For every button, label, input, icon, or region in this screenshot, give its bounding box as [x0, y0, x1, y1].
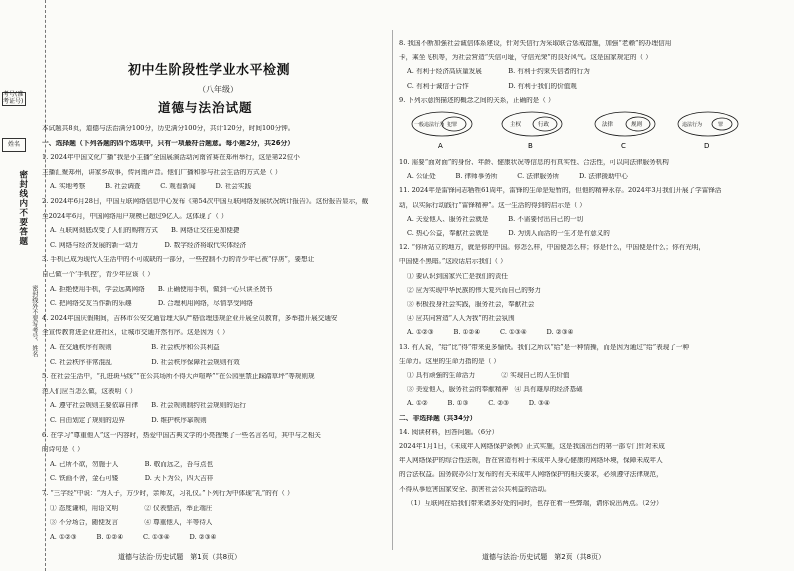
left-column-line: 主播汇聚郑州，讲家乡故事，传河南声音。他们广播和参与社会生活的方式是（ ） [42, 168, 282, 176]
right-column-line: ④ 应共同营造“人人为我”的社会氛围 [407, 315, 515, 323]
right-column-line: 9. 下列示意图描述的概念之间的关系，正确的是（ ） [399, 96, 555, 104]
svg-text:A: A [438, 142, 443, 150]
svg-text:一般违法行为: 一般违法行为 [414, 122, 445, 128]
left-column-line: A. 拒绝使用手机，学会远离网络 B. 正确使用手机，做到一心只读圣贤书 [50, 285, 273, 293]
left-column-line: A. ①②③ B. ①②④ C. ①③④ D. ②③④ [50, 533, 217, 541]
left-column-line: 全宣传教育进企业进社区，让城市交通井然有序。这是因为（ ） [42, 329, 229, 337]
svg-text:规则: 规则 [631, 122, 643, 128]
svg-text:犯罪: 犯罪 [447, 122, 458, 128]
left-column-line: 3. 手机已成为现代人生活中的不可或缺的一部分，一些控制不力的青少年已被“俘虏”，要想让 [42, 256, 315, 264]
exam-title: 初中生阶段性学业水平检测 [128, 63, 291, 78]
concept-diagrams-svg [410, 110, 770, 152]
left-column-line: 范人们应当怎么做，这表明（ ） [42, 387, 137, 395]
right-column-line: A. 关爱他人、服务社会就是 B. 不需要付出自己的一切 [407, 215, 584, 223]
right-column-line: 生命力。这里的生命力指的是（ ） [399, 357, 501, 365]
left-column-line: 自己做一个‘手机控’，青少年应该（ ） [42, 271, 154, 278]
right-column-line: A. ①② B. ①③ C. ②③ D. ③④ [407, 400, 550, 408]
concept-diagrams [410, 110, 770, 154]
left-column-line: 6. 在学习“尊重他人”这一内容时，热爱中国古典文学的小亮搜集了一些名言名句，其中与之相关 [42, 431, 321, 439]
svg-text:罪: 罪 [718, 122, 724, 128]
right-column-line: 11. 2024年是雷锋同志牺牲61周年，雷锋的生命是短暂的，但他的精神永存。2024年3月我们开展了学雷锋活 [399, 187, 722, 195]
right-column-line: ① 要认识到国家兴亡是我们的责任 [407, 272, 509, 280]
svg-text:主权: 主权 [510, 122, 522, 128]
left-column-line: 2. 2024年6月28日，中国互联网络信息中心发布《第54次中国互联网络发展状况统计报告》。这份报告显示，截 [42, 198, 369, 205]
right-column-line: A. 公证处 B. 律师事务所 C. 法律服务所 D. 法律援助中心 [407, 173, 628, 181]
right-column-line: 14. 阅读材料，回答问题。（6分） [399, 428, 499, 436]
left-column-line: 4. 2024年国庆假期间，吉林市公安交通管理大队严格管理违规企业开展全员教育，多举措开展交通安 [42, 314, 338, 322]
right-column-line: （1）互联网在给我们带来诸多好处的同时，也存在着一些弊端，请你说出两点。（2分） [407, 499, 663, 507]
right-column-line: ③ 积极投身社会实践，服务社会，奉献社会 [407, 301, 535, 308]
right-column-line: C. 热心公益，奉献社会就是 D. 为别人而活的一生才是有意义的 [407, 230, 610, 237]
left-column-line: 7. “三字经”中说：“为人子，方少时，亲师友，习礼仪。”下列行为中体现“礼”的有（ ） [42, 490, 294, 497]
left-column-line: C. 网络与经济发展的新一动力 D. 数字经济将取代实体经济 [50, 241, 247, 249]
right-column [395, 0, 790, 571]
svg-text:行政: 行政 [538, 122, 550, 128]
right-column-line: A. 有利于经济高质量发展 B. 有利于约束失信者的行为 [407, 68, 590, 76]
svg-text:D: D [704, 142, 710, 150]
left-column-line: 5. 在社会生活中，“扎进斑马线”“在公共场所不得大声喧哗”“在公园里禁止踩踏草坪”等规则规 [42, 373, 315, 381]
left-column-line: A. 在交通秩序有规则 B. 社会秩序和公共利益 [50, 344, 220, 351]
right-column-line: 12. “你所站立的地方，就是你的中国。你怎么样，中国便怎么样；你是什么，中国便是什么；你有光明， [399, 244, 706, 252]
right-column-line: 2024年1月1日，《未成年人网络保护条例》正式实施，这是我国出台的第一部专门针对未成 [399, 443, 665, 450]
right-column-line: C. 有利于诚信于合作 D. 有利于我们的价值观 [407, 82, 577, 90]
left-column-line: 本试题共8页，道德与法治满分100分，历史满分100分，共计120分，时间100分钟。 [42, 125, 295, 132]
left-column [40, 0, 392, 571]
left-column-line: C. 把网络交友当作新的乐趣 D. 合理利用网络，尽情享受网络 [50, 300, 253, 308]
footer-left: 道德与法治·历史试题 第1页（共8页） [118, 553, 242, 561]
right-column-line: ③ 美爱他人，服务社会的奉献精神 ④ 具有雄厚的经济基础 [407, 386, 583, 394]
left-column-line: C. 铁画不舍，金石可镂 D. 天下为公，四大吉祥 [50, 475, 214, 483]
seal-line-text-outer: 密封线外不要写考号、姓名 [30, 285, 38, 357]
svg-text:违法行为: 违法行为 [682, 122, 703, 128]
grade-label: （八年级） [198, 85, 238, 94]
left-column-line: A. 实地考察 B. 社会调查 C. 观看新闻 D. 社会实践 [50, 183, 252, 191]
right-column-line: 10. 需要“面对面”的身份、年龄、健康状况等信息的有真实性、合法性，可以向法律服务机构 [399, 159, 669, 166]
svg-text:B: B [528, 142, 533, 150]
right-column-line: A. ①②③ B. ①②④ C. ①③④ D. ②③④ [407, 329, 574, 337]
left-column-line: C. 自由划定了规则的边界 D. 维护秩序靠规则 [50, 417, 207, 424]
right-column-line: 卡，乘坐飞机等，为社会营造“失信可耻，守信光荣”的良好风气。这是国家规定的（ ） [399, 54, 652, 62]
svg-text:C: C [621, 142, 626, 150]
right-column-line: ② 应为实现中华民族的伟大复兴而自己的努力 [407, 286, 541, 294]
right-column-line: 13. 有人说，“给”比“得”带来更多愉快。我们之所以“给”是一种情操，而是因为通过“给”表现了一种 [399, 343, 690, 351]
right-column-line: 的合法权益。国务院办公厅发布的有关未成年人网络保护的相关要求，必须遵守法律规范， [399, 471, 663, 479]
left-column-line: 1. 2024年中国文化广播“我是小主播”全国展演活动河南省赛在郑州举行，这是第22位小 [42, 154, 300, 162]
right-column-line: ① 具有顽强的生命活力 ② 实现自己的人生价值 [407, 372, 570, 379]
left-column-line: 至2024年6月，中国网络用户规模已超过9亿人。这体现了（ ） [42, 212, 228, 220]
right-column-line: 动，以实际行动践行“雷锋精神”。这一生活的得到的启示是（ ） [399, 201, 586, 209]
left-column-line: ① 态度谦和，用语文明 ② 仪表整洁，举止端庄 [50, 504, 213, 512]
footer-right: 道德与法治·历史试题 第2页（共8页） [482, 553, 606, 561]
column-divider [392, 30, 393, 550]
exam-number-box: 考号(准考证号) [2, 92, 26, 106]
left-column-line: C. 社会秩序非常混乱 D. 社会秩序保障社会规则有效 [50, 358, 240, 366]
seal-line-text: 密封线内不要答题 [17, 170, 28, 246]
right-column-line: 8. 我国不断加强社会诚信体系建设，针对失信行为采取联合惩戒措施，加强“老赖”的办理信用 [399, 40, 672, 47]
left-column-line: 的诗句是（ ） [42, 446, 84, 454]
left-column-line: 一、选择题（下列各题的四个选项中，只有一项最符合题意。每小题2分，共26分） [42, 139, 295, 147]
left-column-line: A. 互联网彻底改变了人们的购物方式 B. 网络让交往更加便捷 [50, 227, 240, 235]
left-column-line: A. 己所不欲，勿施于人 B. 敬而远之，吾与点也 [50, 460, 214, 468]
left-column-line: ③ 不分场合，随便发言 ④ 尊重他人，平等待人 [50, 519, 213, 527]
right-column-line: 中国便不黑暗。”这段话启示我们（ ） [399, 258, 507, 266]
subject-title: 道德与法治试题 [158, 100, 253, 115]
right-column-line: 不得从事危害国家安全、损害社会公共利益的活动。 [399, 485, 551, 493]
name-box: 姓名 [2, 138, 26, 152]
right-column-line: 二、非选择题（共34分） [399, 414, 477, 422]
svg-text:法律: 法律 [602, 122, 614, 128]
left-column-line: A. 遵守社会规则主要依靠自律 B. 社会规则制约社会规则的运行 [50, 402, 247, 410]
right-column-line: 年人网络保护的综合性法规，旨在营造有利于未成年人身心健康的网络环境，保障未成年人 [399, 457, 663, 465]
